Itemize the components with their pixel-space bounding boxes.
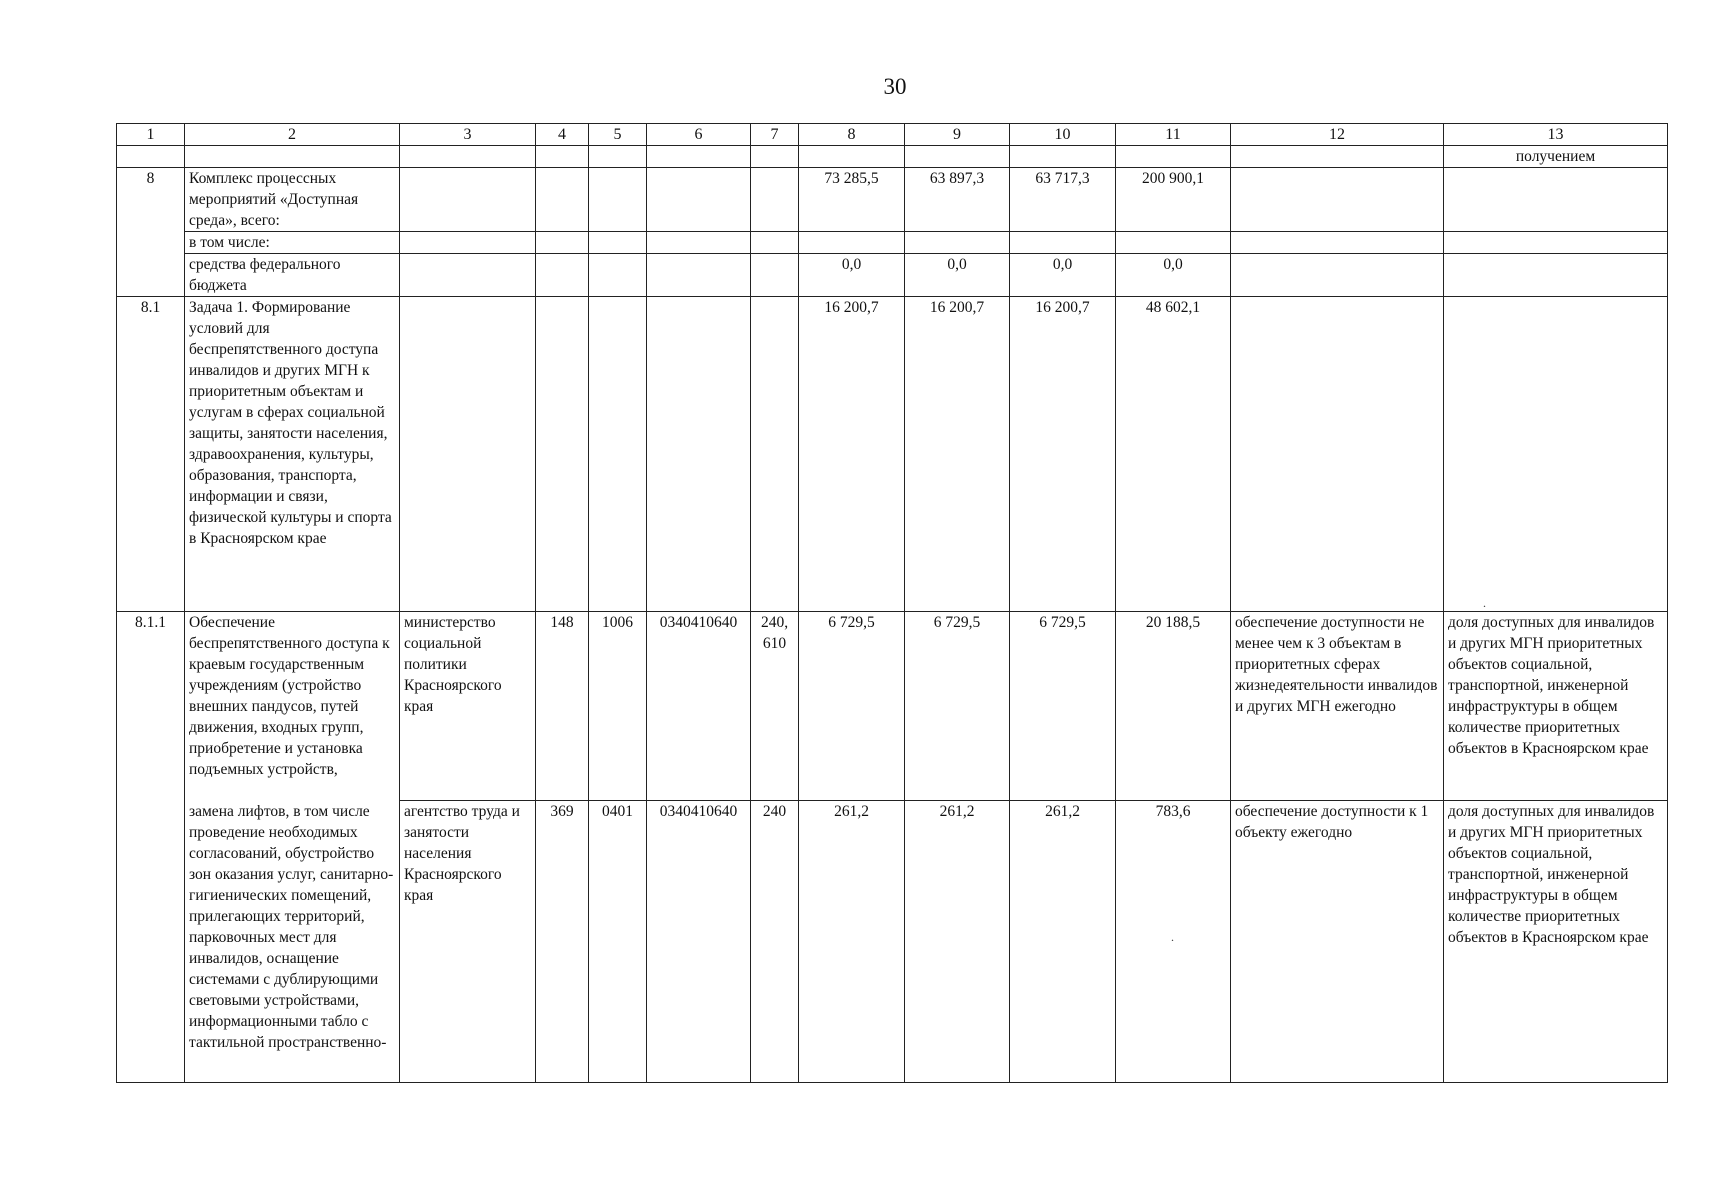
value-2025: 63 897,3 [905, 168, 1010, 232]
value-total: 0,0 [1116, 254, 1231, 297]
row-name-part2: замена лифтов, в том числе проведение необходимых согласований, обустройство зон оказания услуг, санитарно-гигиенических помещений, прилегающих территорий, парковочных мест для инвалидов, оснащение системами с дублирующими световыми устройствами, информационными табло с тактильной пространственно- [185, 801, 400, 1083]
code-gr: 148 [536, 612, 589, 801]
value-2026: 16 200,7 [1010, 297, 1116, 612]
code-type: 240, 610 [751, 612, 799, 801]
header-cell: 1 [117, 124, 185, 146]
header-cell: 10 [1010, 124, 1116, 146]
header-cell: 12 [1231, 124, 1444, 146]
value-2024: 0,0 [799, 254, 905, 297]
row-name: Задача 1. Формирование условий для беспрепятственного доступа инвалидов и других МГН к приоритетным объектам и услугам в сферах социальной защиты, занятости населения, здравоохранения, культуры, образования, транспорта, информации и связи, физической культуры и спорта в Красноярском крае [185, 297, 400, 612]
table-row-8 [117, 168, 1668, 232]
value-total: 20 188,5 [1116, 612, 1231, 801]
header-cell: 7 [751, 124, 799, 146]
page-number: 30 [883, 74, 907, 99]
header-cell: 3 [400, 124, 536, 146]
row-number: 8 [117, 168, 185, 297]
header-cell: 9 [905, 124, 1010, 146]
code-target: 0340410640 [647, 801, 751, 1083]
value-2024: 261,2 [799, 801, 905, 1083]
continuation-text: получением [1444, 146, 1668, 168]
header-cell: 4 [536, 124, 589, 146]
code-section: 1006 [589, 612, 647, 801]
value-2026: 6 729,5 [1010, 612, 1116, 801]
expected-result: обеспечение доступности не менее чем к 3 объектам в приоритетных сферах жизнедеятельности инвалидов и других МГН ежегодно [1231, 612, 1444, 801]
table-row-federal [117, 254, 1668, 297]
indicator: доля доступных для инвалидов и других МГН приоритетных объектов социальной, транспортной, инженерной инфраструктуры в общем количестве приоритетных объектов в Красноярском крае [1444, 801, 1668, 1083]
code-gr: 369 [536, 801, 589, 1083]
program-table [116, 123, 1668, 1083]
code-target: 0340410640 [647, 612, 751, 801]
row-name-part1: Обеспечение беспрепятственного доступа к краевым государственным учреждениям (устройство внешних пандусов, путей движения, входных групп, приобретение и установка подъемных устройств, [185, 612, 400, 801]
header-row [117, 124, 1668, 146]
header-cell: 6 [647, 124, 751, 146]
value-2024: 6 729,5 [799, 612, 905, 801]
header-cell: 13 [1444, 124, 1668, 146]
expected-result: обеспечение доступности к 1 объекту ежегодно [1231, 801, 1444, 1083]
continuation-row [117, 146, 1668, 168]
scan-dot: . [1171, 930, 1174, 944]
table-row-8-1-1-b [117, 801, 1668, 1083]
header-cell: 8 [799, 124, 905, 146]
value-2026: 261,2 [1010, 801, 1116, 1083]
table-row-8-1 [117, 297, 1668, 612]
value-2026: 0,0 [1010, 254, 1116, 297]
header-cell: 2 [185, 124, 400, 146]
value-2024: 16 200,7 [799, 297, 905, 612]
table-row-8-1-1-a [117, 612, 1668, 801]
row-name: средства федерального бюджета [185, 254, 400, 297]
header-cell: 11 [1116, 124, 1231, 146]
value-2025: 6 729,5 [905, 612, 1010, 801]
executor: агентство труда и занятости населения Красноярского края [400, 801, 536, 1083]
value-total: 200 900,1 [1116, 168, 1231, 232]
indicator: доля доступных для инвалидов и других МГН приоритетных объектов социальной, транспортной, инженерной инфраструктуры в общем количестве приоритетных объектов в Красноярском крае [1444, 612, 1668, 801]
value-total: 48 602,1 [1116, 297, 1231, 612]
scan-dot: . [1483, 596, 1486, 610]
value-2025: 0,0 [905, 254, 1010, 297]
value-2024: 73 285,5 [799, 168, 905, 232]
value-2025: 261,2 [905, 801, 1010, 1083]
row-name: Комплекс процессных мероприятий «Доступная среда», всего: [185, 168, 400, 232]
table-row-including [117, 232, 1668, 254]
code-section: 0401 [589, 801, 647, 1083]
executor: министерство социальной политики Красноярского края [400, 612, 536, 801]
row-name: в том числе: [185, 232, 400, 254]
value-total: 783,6 [1116, 801, 1231, 1083]
value-2025: 16 200,7 [905, 297, 1010, 612]
row-number: 8.1 [117, 297, 185, 612]
row-number: 8.1.1 [117, 612, 185, 801]
value-2026: 63 717,3 [1010, 168, 1116, 232]
code-type: 240 [751, 801, 799, 1083]
header-cell: 5 [589, 124, 647, 146]
